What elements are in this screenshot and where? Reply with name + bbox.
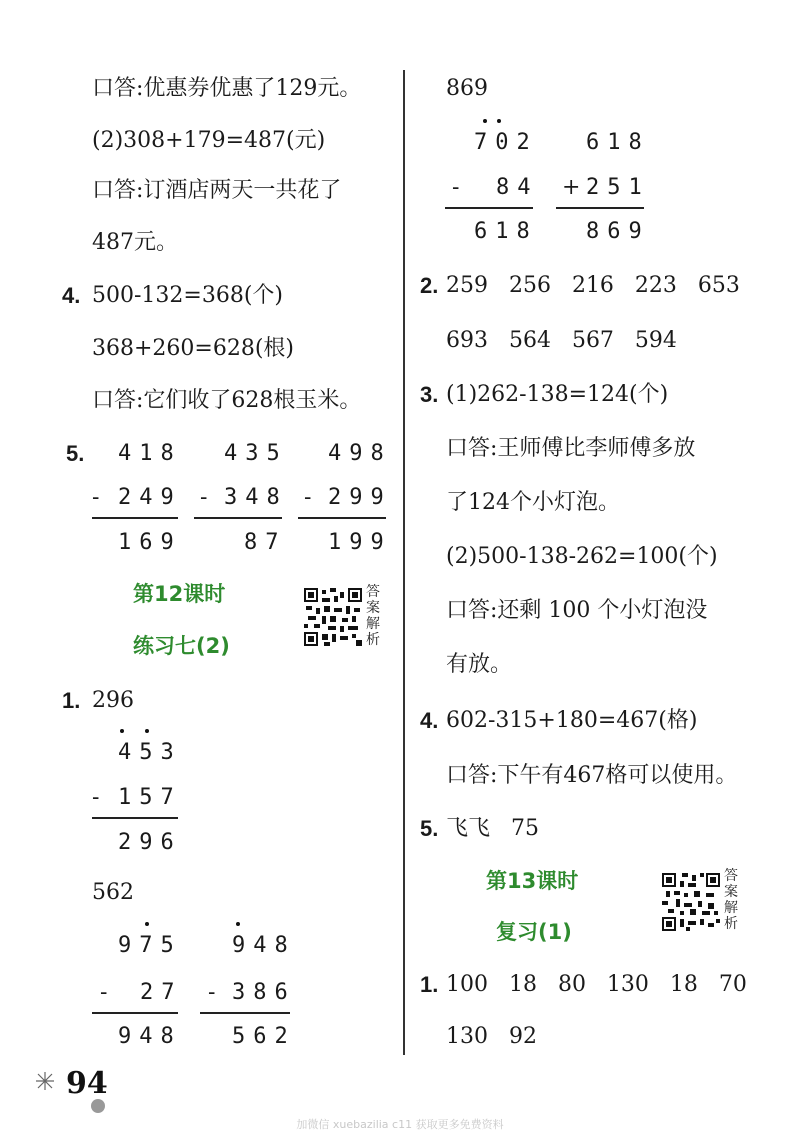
minuend: 453	[118, 740, 182, 765]
borrow-dot	[236, 922, 240, 926]
calc-line	[445, 207, 533, 209]
answer-line: 飞飞 75	[446, 816, 539, 841]
subtrahend: 84	[496, 175, 539, 200]
subtrahend: 299	[328, 485, 392, 510]
minuend: 418	[118, 441, 182, 466]
answer-row: 130 92	[446, 1024, 537, 1049]
calc-line	[92, 1012, 178, 1014]
question-number: 2.	[420, 273, 439, 298]
equation: (1)262-138=124(个)	[446, 382, 669, 407]
qr-label: 答案解析	[366, 584, 380, 648]
difference: 562	[232, 1024, 296, 1049]
subtrahend: 348	[224, 485, 288, 510]
equation: (2)500-138-262=100(个)	[446, 544, 718, 569]
difference: 618	[474, 219, 538, 244]
minuend: 975	[118, 933, 182, 958]
question-number: 4.	[62, 283, 81, 308]
borrow-dot	[145, 922, 149, 926]
borrow-dot	[483, 119, 487, 123]
subtrahend: 386	[232, 980, 296, 1005]
answer-line: 口答:王师傅比李师傅多放	[446, 436, 696, 461]
question-number: 1.	[62, 688, 81, 713]
calc-line	[92, 517, 178, 519]
qr-label: 答案解析	[724, 868, 738, 932]
equation: (2)308+179=487(元)	[92, 128, 326, 153]
answer-row: 259 256 216 223 653	[446, 273, 740, 298]
answer-line: 口答:还剩 100 个小灯泡没	[446, 598, 708, 623]
calc-line	[556, 207, 644, 209]
review-heading: 复习(1)	[496, 920, 572, 944]
operator: -	[452, 175, 460, 200]
equation: 368+260=628(根)	[92, 336, 295, 361]
equation: 500-132=368(个)	[92, 283, 284, 308]
answer-value: 562	[92, 880, 134, 905]
answer-line: 口答:它们收了628根玉米。	[92, 388, 362, 413]
addend: 251	[586, 175, 650, 200]
operator: -	[304, 485, 312, 510]
exercise-heading: 练习七(2)	[133, 634, 230, 658]
question-number: 5.	[420, 816, 439, 841]
answer-line: 了124个小灯泡。	[446, 490, 620, 515]
addend: 618	[586, 130, 650, 155]
borrow-dot	[120, 729, 124, 733]
equation: 602-315+180=467(格)	[446, 708, 698, 733]
subtrahend: 157	[118, 785, 182, 810]
page-number: 94	[66, 1066, 108, 1101]
minuend: 948	[232, 933, 296, 958]
difference: 948	[118, 1024, 182, 1049]
operator: -	[200, 485, 208, 510]
calc-line	[92, 817, 178, 819]
difference: 296	[118, 830, 182, 855]
qr-code-icon[interactable]	[304, 588, 362, 646]
question-number: 1.	[420, 972, 439, 997]
operator: -	[100, 980, 108, 1005]
answer-value: 296	[92, 688, 134, 713]
answer-row: 693 564 567 594	[446, 328, 677, 353]
borrow-dot	[497, 119, 501, 123]
calc-line	[298, 517, 386, 519]
footer-watermark: 加微信 xuebazilia c11 获取更多免费资料	[296, 1118, 504, 1131]
calc-line	[194, 517, 282, 519]
qr-code-icon[interactable]	[662, 873, 720, 931]
lesson-heading: 第12课时	[133, 582, 226, 606]
question-number: 4.	[420, 708, 439, 733]
subtrahend: 249	[118, 485, 182, 510]
operator: -	[92, 485, 100, 510]
borrow-dot	[145, 729, 149, 733]
minuend: 498	[328, 441, 392, 466]
operator: -	[92, 785, 100, 810]
subtrahend: 27	[140, 980, 183, 1005]
operator: -	[208, 980, 216, 1005]
sum: 869	[586, 219, 650, 244]
operator: +	[562, 175, 581, 200]
minuend: 435	[224, 441, 288, 466]
answer-line: 有放。	[446, 652, 513, 677]
answer-line: 487元。	[92, 230, 178, 255]
difference: 169	[118, 530, 182, 555]
answer-value: 869	[446, 76, 488, 101]
calc-line	[200, 1012, 290, 1014]
answer-line: 口答:订酒店两天一共花了	[92, 178, 342, 203]
answer-row: 100 18 80 130 18 70	[446, 972, 747, 997]
column-divider	[403, 70, 405, 1055]
minuend: 702	[474, 130, 538, 155]
answer-line: 口答:下午有467格可以使用。	[446, 763, 738, 788]
difference: 199	[328, 530, 392, 555]
question-number: 3.	[420, 382, 439, 407]
question-number: 5.	[66, 441, 85, 466]
lesson-heading: 第13课时	[486, 869, 579, 893]
answer-line: 口答:优惠券优惠了129元。	[92, 76, 362, 101]
difference: 87	[244, 530, 287, 555]
star-decoration-icon	[34, 1070, 56, 1092]
